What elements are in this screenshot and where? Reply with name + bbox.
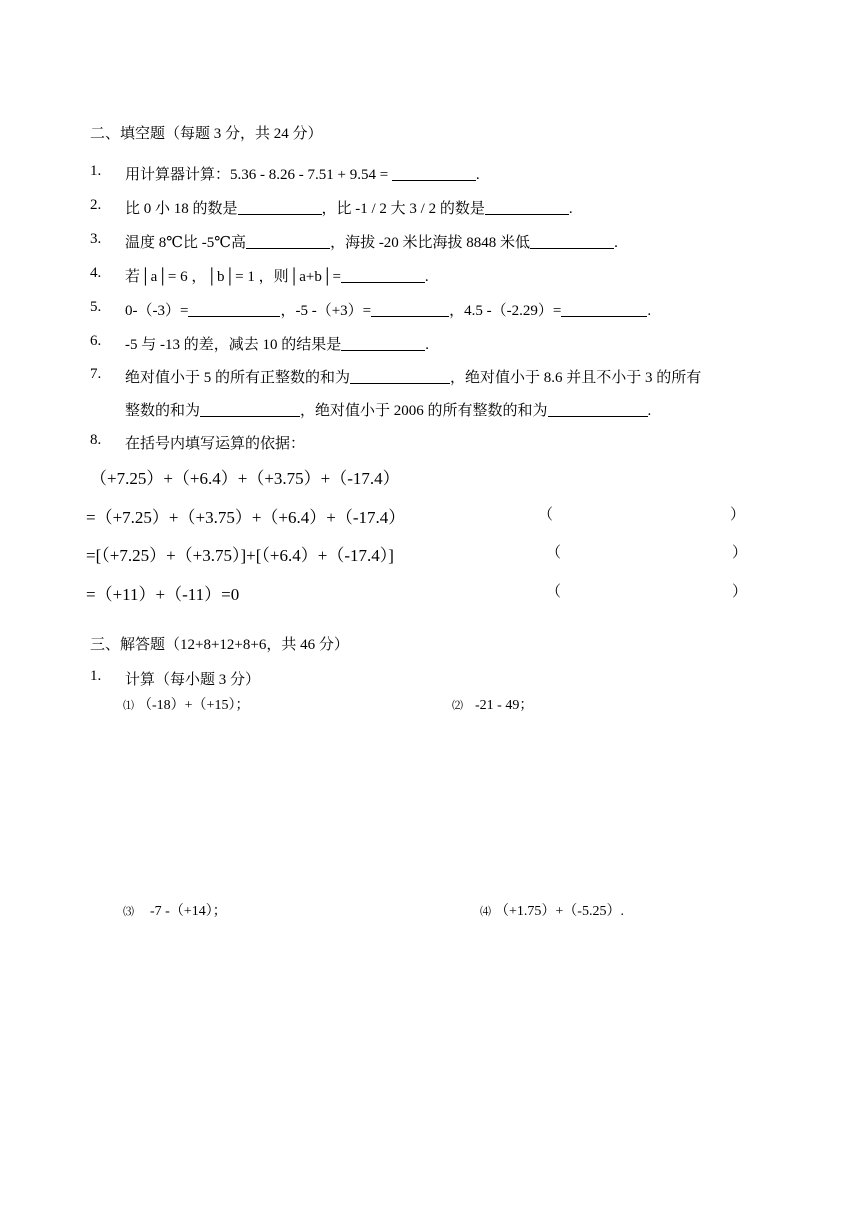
sub-question-2-text: -21 - 49；: [475, 698, 534, 713]
item-5-text-c: ，4.5 -（-2.29）=: [449, 303, 562, 319]
answer-blank[interactable]: [238, 200, 322, 215]
item-7-text-a: 绝对值小于 5 的所有正整数的和为: [125, 370, 351, 386]
item-4-end: .: [424, 269, 429, 285]
item-1-text: 用计算器计算：5.36 - 8.26 - 7.51 + 9.54 =: [125, 167, 392, 183]
answer-blank[interactable]: [246, 234, 330, 249]
section-3-q1-number: 1.: [90, 668, 102, 684]
item-1-end: .: [475, 167, 480, 183]
item-3-end: .: [614, 235, 618, 251]
sub-question-4-text: （+1.75）+（-5.25）.: [495, 904, 624, 919]
item-8-number: 8.: [90, 432, 102, 448]
sub-question-4: [480, 900, 624, 920]
answer-blank[interactable]: [392, 166, 476, 181]
answer-blank[interactable]: [341, 268, 425, 283]
item-4: [125, 265, 429, 286]
item-3-number: 3.: [90, 231, 102, 247]
answer-blank[interactable]: [200, 402, 300, 417]
item-6-number: 6.: [90, 333, 102, 349]
item-2-text-b: ，比 -1 / 2 大 3 / 2 的数是: [321, 201, 485, 217]
sub-question-2-number: ⑵: [452, 700, 463, 712]
sub-question-4-number: ⑷: [480, 906, 491, 918]
sub-question-1-text: （-18）+（+15）；: [138, 698, 250, 713]
item-7-text-b: ，绝对值小于 8.6 并且不小于 3 的所有: [450, 370, 702, 386]
item-1-number: 1.: [90, 163, 102, 179]
answer-blank[interactable]: [350, 369, 450, 384]
item-7-line-1: [125, 366, 701, 387]
item-7-text-d: ，绝对值小于 2006 的所有整数的和为: [300, 403, 548, 419]
item-2-text-a: 比 0 小 18 的数是: [125, 201, 238, 217]
answer-blank[interactable]: [530, 234, 614, 249]
section-3-q1-title: 计算（每小题 3 分）: [125, 672, 261, 688]
item-6-end: .: [425, 337, 429, 353]
item-2-end: .: [568, 201, 573, 217]
equation-line-3: =[（+7.25）+（+3.75）]+[（+6.4）+（-17.4）]: [86, 546, 394, 565]
item-6: [125, 333, 429, 354]
item-2: [125, 197, 573, 218]
item-1: [125, 163, 480, 184]
item-5-text-a: 0-（-3）=: [125, 303, 189, 319]
reason-paren-open: （: [546, 584, 562, 600]
item-5-text-b: ，-5 -（+3）=: [280, 303, 372, 319]
item-5-number: 5.: [90, 299, 102, 315]
item-6-text: -5 与 -13 的差，减去 10 的结果是: [125, 337, 342, 353]
item-7-text-c: 整数的和为: [125, 403, 201, 419]
reason-paren-open: （: [538, 507, 554, 523]
answer-blank[interactable]: [341, 336, 425, 351]
equation-line-4: =（+11）+（-11）=0: [86, 585, 240, 604]
answer-blank[interactable]: [561, 302, 647, 317]
sub-question-3: [123, 900, 227, 920]
item-5: [125, 299, 651, 320]
reason-paren-open: （: [546, 545, 562, 561]
item-3-text-a: 温度 8℃比 -5℃高: [125, 235, 247, 251]
item-4-number: 4.: [90, 265, 102, 281]
reason-paren-close: ）: [732, 545, 748, 561]
item-7-line-2: [125, 399, 651, 420]
item-7-end: .: [647, 403, 652, 419]
section-2-title: 二、填空题（每题 3 分，共 24 分）: [90, 126, 323, 142]
equation-line-1: （+7.25）+（+6.4）+（+3.75）+（-17.4）: [90, 469, 400, 488]
item-2-number: 2.: [90, 197, 102, 213]
item-5-end: .: [647, 303, 652, 319]
answer-blank[interactable]: [548, 402, 648, 417]
reason-paren-close: ）: [732, 584, 748, 600]
sub-question-2: [452, 694, 533, 714]
equation-line-2: =（+7.25）+（+3.75）+（+6.4）+（-17.4）: [86, 508, 406, 527]
sub-question-1-number: ⑴: [123, 700, 134, 712]
sub-question-3-number: ⑶: [123, 906, 134, 918]
item-7-number: 7.: [90, 366, 102, 382]
item-3: [125, 231, 618, 252]
answer-blank[interactable]: [371, 302, 449, 317]
item-3-text-b: ，海拔 -20 米比海拔 8848 米低: [330, 235, 531, 251]
answer-blank[interactable]: [188, 302, 280, 317]
sub-question-1: [123, 694, 249, 714]
item-4-text: 若│a│= 6 ，│b│= 1 ，则│a+b│=: [125, 269, 341, 285]
reason-paren-close: ）: [730, 507, 746, 523]
item-8-text: 在括号内填写运算的依据：: [125, 436, 306, 452]
section-3-title: 三、解答题（12+8+12+8+6，共 46 分）: [90, 637, 349, 653]
answer-blank[interactable]: [485, 200, 569, 215]
sub-question-3-text: -7 -（+14）；: [150, 904, 227, 919]
